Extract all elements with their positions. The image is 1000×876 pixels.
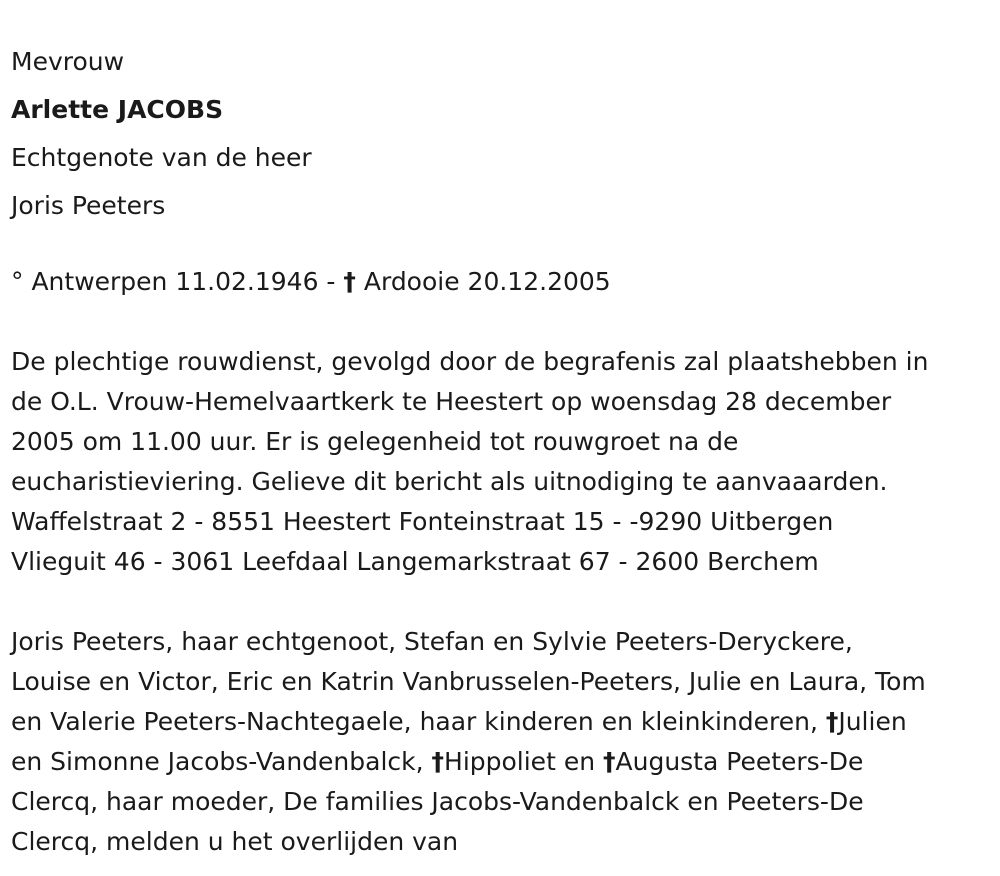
ceremony-line: de O.L. Vrouw-Hemelvaartkerk te Heestert op woensdag 28 december [11, 387, 892, 416]
family-text: en Simonne Jacobs-Vandenbalck, [11, 747, 432, 776]
family-line: Clercq, melden u het overlijden van [11, 827, 459, 856]
addresses [11, 502, 991, 582]
birth-symbol: ° [11, 267, 24, 296]
family-text: Julien [838, 707, 907, 736]
family-text: Hippoliet en [444, 747, 603, 776]
family-line: Louise en Victor, Eric en Katrin Vanbrusselen-Peeters, Julie en Laura, Tom [11, 667, 926, 696]
family-line: Joris Peeters, haar echtgenoot, Stefan en Sylvie Peeters-Deryckere, [11, 627, 853, 656]
obituary-notice [11, 38, 991, 862]
family-line [11, 702, 991, 742]
ceremony-paragraph [11, 342, 991, 502]
ceremony-line: eucharistieviering. Gelieve dit bericht als uitnodiging te aanvaaarden. [11, 467, 888, 496]
cross-icon: † [603, 747, 616, 776]
birth-date: Antwerpen 11.02.1946 - [31, 267, 336, 296]
life-dates [11, 262, 991, 302]
family-text: en Valerie Peeters-Nachtegaele, haar kinderen en kleinkinderen, [11, 707, 826, 736]
address-line: Vlieguit 46 - 3061 Leefdaal Langemarkstraat 67 - 2600 Berchem [11, 547, 819, 576]
salutation: Mevrouw [11, 47, 125, 76]
family-text: Augusta Peeters-De [615, 747, 864, 776]
spouse-name: Joris Peeters [11, 191, 166, 220]
cross-icon: † [431, 747, 445, 776]
address-line: Waffelstraat 2 - 8551 Heestert Fonteinstraat 15 - -9290 Uitbergen [11, 507, 834, 536]
ceremony-line: De plechtige rouwdienst, gevolgd door de begrafenis zal plaatshebben in [11, 347, 929, 376]
cross-icon: † [825, 707, 839, 736]
family-line [11, 742, 991, 782]
family-line: Clercq, haar moeder, De families Jacobs-Vandenbalck en Peeters-De [11, 787, 864, 816]
ceremony-line: 2005 om 11.00 uur. Er is gelegenheid tot rouwgroet na de [11, 427, 739, 456]
deceased-name: Arlette JACOBS [11, 95, 224, 124]
death-date: Ardooie 20.12.2005 [363, 267, 611, 296]
family-paragraph [11, 622, 991, 862]
cross-icon: † [343, 267, 356, 296]
relation-text: Echtgenote van de heer [11, 143, 312, 172]
